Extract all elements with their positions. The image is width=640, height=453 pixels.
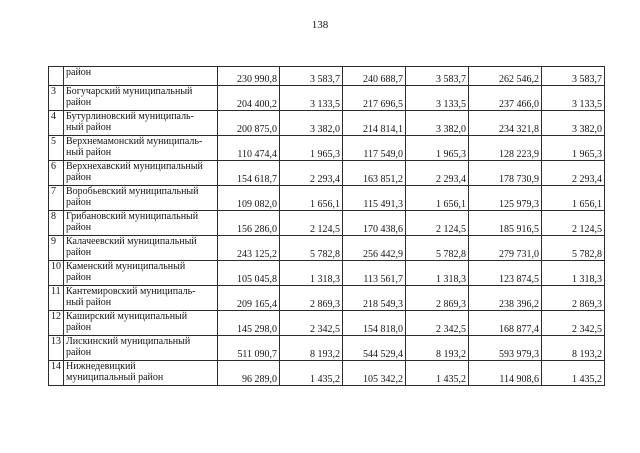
district-name-cell [64,261,218,286]
district-name-line: ный район [66,147,112,158]
amount-cell: 117 549,0 [343,136,406,161]
amount-cell: 154 618,7 [218,161,280,186]
row-number-cell: 13 [49,336,64,361]
amount-cell: 593 979,3 [469,336,542,361]
amount-cell: 2 124,5 [542,211,605,236]
amount-cell: 1 965,3 [280,136,343,161]
row-number-cell: 7 [49,186,64,211]
budget-table [48,66,605,386]
row-number-cell: 4 [49,111,64,136]
table-row [49,161,605,186]
amount-cell: 1 965,3 [542,136,605,161]
row-number-cell: 3 [49,86,64,111]
district-name-line: Воробьевский муниципальный [66,186,199,197]
district-name-line: район [66,222,92,233]
district-name-line: Богучарский муниципальный [66,86,193,97]
amount-cell: 209 165,4 [218,286,280,311]
table-row [49,136,605,161]
table-row [49,86,605,111]
amount-cell: 1 435,2 [542,361,605,386]
district-name-line: ный район [66,297,112,308]
amount-cell: 2 869,3 [406,286,469,311]
amount-cell: 178 730,9 [469,161,542,186]
amount-cell: 2 342,5 [280,311,343,336]
district-name-line: Бутурлиновский муниципаль- [66,111,194,122]
district-name-line: район [66,347,92,358]
page-number: 138 [311,19,329,31]
amount-cell: 154 818,0 [343,311,406,336]
district-name-cell [64,186,218,211]
amount-cell: 262 546,2 [469,67,542,86]
row-number-cell: 6 [49,161,64,186]
table-row [49,311,605,336]
amount-cell: 128 223,9 [469,136,542,161]
amount-cell: 544 529,4 [343,336,406,361]
district-name-line: район [66,67,92,78]
row-number-cell: 8 [49,211,64,236]
amount-cell: 2 342,5 [542,311,605,336]
amount-cell: 168 877,4 [469,311,542,336]
district-name-cell [64,286,218,311]
amount-cell: 145 298,0 [218,311,280,336]
amount-cell: 243 125,2 [218,236,280,261]
amount-cell: 123 874,5 [469,261,542,286]
amount-cell: 156 286,0 [218,211,280,236]
amount-cell: 114 908,6 [469,361,542,386]
table-row [49,261,605,286]
table-body [49,67,605,386]
amount-cell: 185 916,5 [469,211,542,236]
amount-cell: 1 435,2 [406,361,469,386]
table-row [49,236,605,261]
district-name-line: Каменский муниципальный [66,261,186,272]
row-number-cell: 11 [49,286,64,311]
district-name-line: район [66,197,92,208]
amount-cell: 2 293,4 [406,161,469,186]
amount-cell: 279 731,0 [469,236,542,261]
district-name-line: Грибановский муниципальный [66,211,199,222]
amount-cell: 163 851,2 [343,161,406,186]
amount-cell: 1 318,3 [406,261,469,286]
amount-cell: 2 869,3 [542,286,605,311]
table-row [49,186,605,211]
amount-cell: 105 045,8 [218,261,280,286]
amount-cell: 234 321,8 [469,111,542,136]
amount-cell: 170 438,6 [343,211,406,236]
amount-cell: 3 583,7 [406,67,469,86]
amount-cell: 109 082,0 [218,186,280,211]
district-name-line: район [66,172,92,183]
district-name-line: район [66,272,92,283]
amount-cell: 105 342,2 [343,361,406,386]
amount-cell: 238 396,2 [469,286,542,311]
district-name-line: Лискинский муниципальный [66,336,191,347]
amount-cell: 218 549,3 [343,286,406,311]
amount-cell: 115 491,3 [343,186,406,211]
table-row [49,286,605,311]
district-name-cell [64,111,218,136]
amount-cell: 204 400,2 [218,86,280,111]
row-number-cell: 14 [49,361,64,386]
amount-cell: 3 382,0 [406,111,469,136]
table-row [49,336,605,361]
district-name-cell [64,211,218,236]
district-name-line: муниципальный район [66,372,164,383]
row-number-cell: 5 [49,136,64,161]
amount-cell: 511 090,7 [218,336,280,361]
amount-cell: 237 466,0 [469,86,542,111]
district-name-line: район [66,322,92,333]
district-name-line: Каширский муниципальный [66,311,188,322]
amount-cell: 3 583,7 [280,67,343,86]
amount-cell: 214 814,1 [343,111,406,136]
amount-cell: 2 124,5 [280,211,343,236]
amount-cell: 2 342,5 [406,311,469,336]
district-name-line: Кантемировский муниципаль- [66,286,196,297]
district-name-cell [64,236,218,261]
amount-cell: 230 990,8 [218,67,280,86]
amount-cell: 2 293,4 [542,161,605,186]
amount-cell: 1 318,3 [542,261,605,286]
amount-cell: 1 656,1 [542,186,605,211]
amount-cell: 3 382,0 [542,111,605,136]
amount-cell: 1 435,2 [280,361,343,386]
amount-cell: 3 133,5 [542,86,605,111]
district-name-line: Калачеевский муниципальный [66,236,197,247]
amount-cell: 8 193,2 [542,336,605,361]
row-number-cell: 9 [49,236,64,261]
district-name-line: Нижнедевицкий [66,361,136,372]
amount-cell: 96 289,0 [218,361,280,386]
amount-cell: 113 561,7 [343,261,406,286]
amount-cell: 1 656,1 [406,186,469,211]
district-name-cell [64,161,218,186]
amount-cell: 217 696,5 [343,86,406,111]
district-name-line: Верхнемамонский муниципаль- [66,136,203,147]
amount-cell: 1 318,3 [280,261,343,286]
district-name-line: ный район [66,122,112,133]
amount-cell: 8 193,2 [280,336,343,361]
district-name-line: Верхнехавский муниципальный [66,161,203,172]
row-number-cell: 10 [49,261,64,286]
amount-cell: 5 782,8 [280,236,343,261]
district-name-line: район [66,247,92,258]
amount-cell: 1 965,3 [406,136,469,161]
amount-cell: 3 133,5 [280,86,343,111]
row-number-cell [49,67,64,86]
district-name-cell [64,86,218,111]
amount-cell: 3 583,7 [542,67,605,86]
district-name-cell [64,136,218,161]
amount-cell: 200 875,0 [218,111,280,136]
amount-cell: 3 382,0 [280,111,343,136]
amount-cell: 1 656,1 [280,186,343,211]
amount-cell: 2 293,4 [280,161,343,186]
district-name-cell [64,361,218,386]
amount-cell: 5 782,8 [542,236,605,261]
district-name-cell [64,67,218,86]
amount-cell: 125 979,3 [469,186,542,211]
amount-cell: 8 193,2 [406,336,469,361]
amount-cell: 110 474,4 [218,136,280,161]
amount-cell: 240 688,7 [343,67,406,86]
table-row [49,67,605,86]
table-row [49,361,605,386]
row-number-cell: 12 [49,311,64,336]
amount-cell: 256 442,9 [343,236,406,261]
table-row [49,111,605,136]
amount-cell: 3 133,5 [406,86,469,111]
district-name-cell [64,311,218,336]
amount-cell: 2 869,3 [280,286,343,311]
district-name-cell [64,336,218,361]
amount-cell: 5 782,8 [406,236,469,261]
table-row [49,211,605,236]
district-name-line: район [66,97,92,108]
amount-cell: 2 124,5 [406,211,469,236]
